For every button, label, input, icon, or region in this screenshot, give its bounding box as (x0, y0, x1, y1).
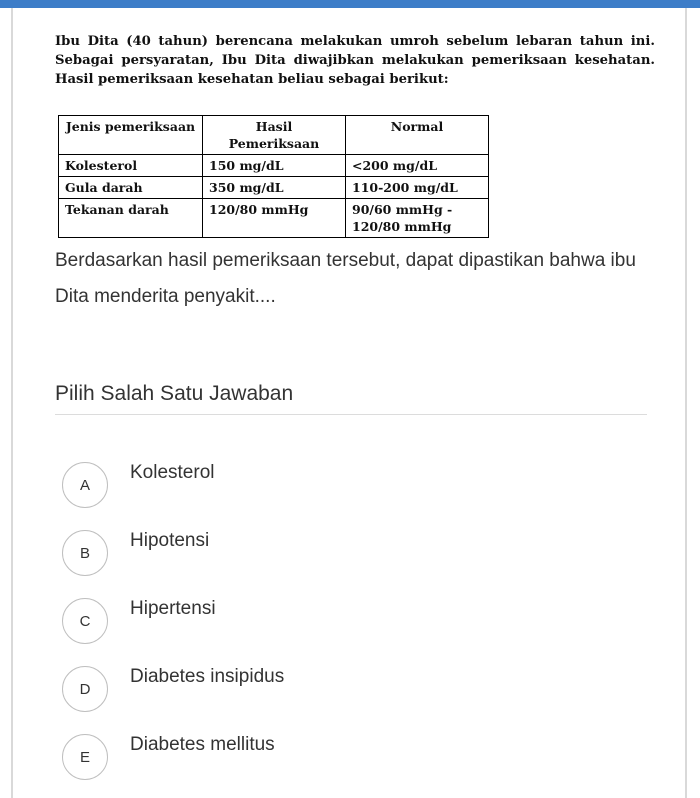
option-label[interactable]: Hipotensi (130, 530, 210, 551)
top-accent-bar (0, 0, 700, 8)
table-cell: Tekanan darah (59, 199, 203, 238)
option-letter-badge[interactable]: E (62, 734, 108, 780)
answer-option-c[interactable] (62, 598, 562, 648)
option-label[interactable]: Kolesterol (130, 462, 215, 483)
question-text: Ibu Dita (40 tahun) berencana melakukan umroh sebelum lebaran tahun ini. Sebagai persyaratan, Ibu Dita diwajibkan melakukan pemeriksaan kesehatan. Hasil pemeriksaan kesehatan beliau sebagai berikut: (55, 34, 655, 87)
answers-title: Pilih Salah Satu Jawaban (55, 382, 294, 405)
option-label[interactable]: Diabetes insipidus (130, 666, 285, 687)
option-letter-badge[interactable]: C (62, 598, 108, 644)
answer-option-d[interactable] (62, 666, 562, 716)
table-cell: Kolesterol (59, 155, 203, 177)
answer-option-a[interactable] (62, 462, 562, 512)
table-cell: 350 mg/dL (203, 177, 346, 199)
table-row (59, 155, 489, 177)
table-cell: 90/60 mmHg - 120/80 mmHg (346, 199, 489, 238)
header-hasil: Hasil Pemeriksaan (203, 116, 346, 155)
option-letter-badge[interactable]: D (62, 666, 108, 712)
option-letter-badge[interactable]: A (62, 462, 108, 508)
option-label[interactable]: Diabetes mellitus (130, 734, 275, 755)
divider (55, 414, 647, 415)
answer-option-e[interactable] (62, 734, 562, 784)
table-cell: Gula darah (59, 177, 203, 199)
answer-option-b[interactable] (62, 530, 562, 580)
question-prompt: Berdasarkan hasil pemeriksaan tersebut, dapat dipastikan bahwa ibu Dita menderita penyakit.... (55, 250, 636, 307)
table-row (59, 199, 489, 238)
header-normal: Normal (346, 116, 489, 155)
option-letter-badge[interactable]: B (62, 530, 108, 576)
table-cell: 110-200 mg/dL (346, 177, 489, 199)
table-row (59, 177, 489, 199)
table-cell: 120/80 mmHg (203, 199, 346, 238)
header-jenis: Jenis pemeriksaan (59, 116, 203, 155)
exam-results-table (58, 115, 489, 238)
table-cell: 150 mg/dL (203, 155, 346, 177)
table-cell: <200 mg/dL (346, 155, 489, 177)
table-header-row (59, 116, 489, 155)
option-label[interactable]: Hipertensi (130, 598, 216, 619)
